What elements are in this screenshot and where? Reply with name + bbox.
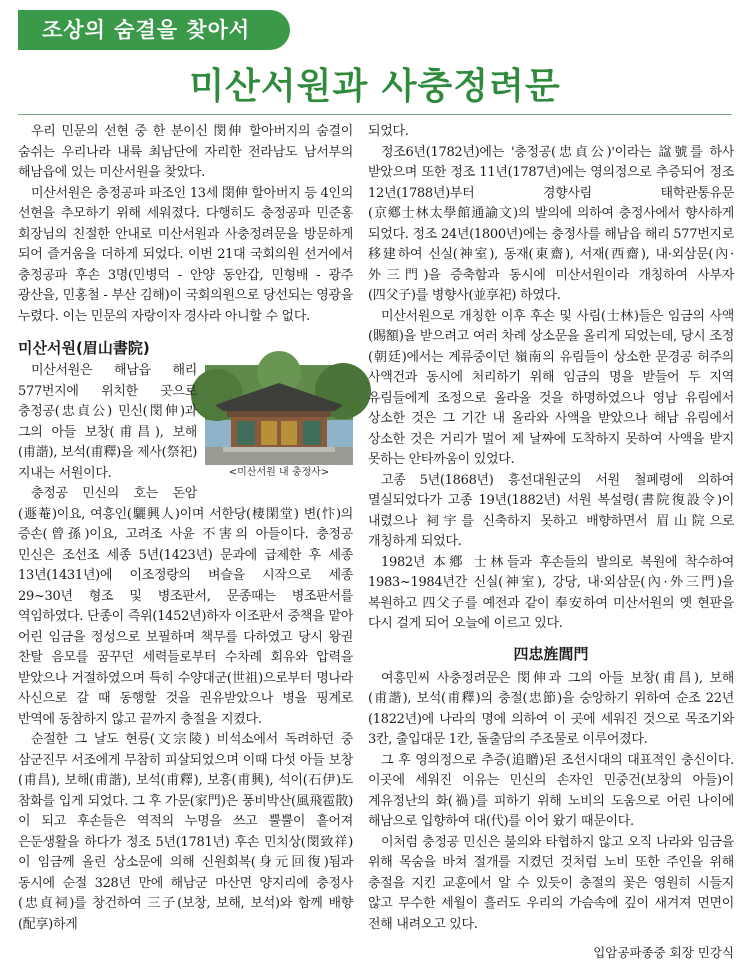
paragraph-minsin-bio: 충정공 민신의 호는 돈암(遯菴)이요, 여흥인(驪興人)이며 서한당(棲閑堂) 변(忭)의 증손(曾孫)이요, 고려조 사윤 不害의 아들이다. 충정공 민신은 조선조 세종 5년(1423년) 문과에 급제한 후 세종 13년(1431년)에 이조정랑의 벼슬을 시작으로 세종 29~30년 형조 및 병조판서, 문종때는 병조판서를 역임하였다. 단종이 즉위(1452년)하자 이조판서 중책을 맡아 어린 임금을 정성으로 보필하며 책무를 다하였고 당시 왕권 찬탈 음모를 꿈꾸던 세력들로부터 수차례 회유와 압력을 받았으나 거절하였으며 특히 수양대군(世祖)으로부터 명나라 사신으로 갈 때 동행할 것을 권유받았으나 병을 핑계로 반역에 동참하지 않고 끝까지 충절을 지켰다. bbox=[18, 486, 353, 727]
title-divider bbox=[18, 114, 732, 115]
paragraph-visit: 미산서원은 충정공파 파조인 13세 閔伸 할아버지 등 4인의 선현을 추모하기 위해 세워졌다. 다행히도 충정공파 민준홍 회장님의 친절한 안내로 미산서원과 사충정려문을 방문하게 되어 즐거움을 더하게 되었다. 이번 21대 국회의원 선거에서 충정공파 후손 3명(민병덕 - 안양 동안갑, 민형배 - 광주 광산을, 민홍철 - 부산 김해)이 국회의원으로 당선되는 영광을 누렸다. 이는 민문의 자랑이자 경사라 아니할 수 없다. bbox=[18, 185, 353, 324]
left-column bbox=[18, 122, 353, 935]
subheading-misan: 미산서원(眉山書院) bbox=[18, 339, 150, 357]
subheading-sachung: 四忠旌閭門 bbox=[513, 644, 589, 663]
paragraph-misan-location: 미산서원은 해남읍 해리 577번지에 위치한 곳으로 충정공(忠貞公) 민신(閔伸)과 그의 아들 보창(甫昌), 보해(甫諧), 보석(甫釋)을 제사(祭祀) 지내는 서원이다. bbox=[18, 363, 197, 481]
paragraph-jeongnyeomun: 여흥민씨 사충정려문은 閔伸과 그의 아들 보창(甫昌), 보해(甫諧), 보석(甫釋)의 충절(忠節)을 숭앙하기 위하여 순조 22년(1822년)에 나라의 명에 의하여 이 곳에 세워진 것으로 목조기와 3칸, 출입대문 1칸, 돌출담의 주조물로 이루어졌다. bbox=[368, 670, 734, 747]
photo-figure bbox=[205, 365, 353, 481]
photo-caption: <미산서원 내 충정사> bbox=[228, 467, 330, 478]
paragraph-martyrdom: 순절한 그 날도 현릉(文宗陵) 비석소에서 독려하던 중 삼군진무 서조에게 무참히 피살되었으며 이때 다섯 아들 보창(甫昌), 보해(甫諧), 보석(甫釋), 보흥(甫興), 석이(石伊)도 참화를 입게 되었다. 그 후 가문(家門)은 풍비박산(風飛雹散)이 되고 후손들은 역적의 누명을 쓰고 뿔뿔이 흩어져 은둔생활을 하다가 정조 5년(1781년) 후손 민치상(閔致祥)이 임금께 올린 상소문에 의해 신원회복(身元回復)됨과 동시에 순절 328년 만에 해남군 마산면 양지리에 충정사(忠貞祠)를 창건하여 三子(보창, 보해, 보석)와 함께 배향(配享)하게 bbox=[18, 732, 353, 932]
shrine-photo bbox=[205, 365, 353, 465]
paragraph-gojong: 고종 5년(1868년) 흥선대원군의 서원 철폐령에 의하여 멸실되었다가 고종 19년(1882년) 서원 복설령(書院復設令)이 내렸으나 祠宇를 신축하지 못하고 배향하면서 眉山院으로 개칭하게 되었다. bbox=[368, 472, 734, 549]
author-signature: 입암공파종중 회장 민강식 bbox=[593, 945, 734, 960]
paragraph-jeongjo: 정조6년(1782년)에는 '충정공(忠貞公)'이라는 諡號를 하사 받았으며 또한 정조 11년(1787년)에는 영의정으로 추증되어 정조 12년(1788년)부터 경향사림 태학관통유문(京鄕士林太學館通諭文)의 발의에 의하여 충정사에서 향사하게 되었다. 정조 24년(1800년)에는 충정사를 해남읍 해리 577번지로 移建하여 신실(神室), 동재(東齋), 서재(西齋), 내·외삼문(內·外三門)을 증축함과 동시에 미산서원이라 개칭하여 사부자(四父子)를 병향사(並享祀) 하였다. bbox=[368, 144, 734, 303]
section-tag: 조상의 숨결을 찾아서 bbox=[18, 10, 290, 50]
paragraph-reason: 그 후 영의정으로 추증(追贈)된 조선시대의 대표적인 충신이다. 이곳에 세워진 이유는 민신의 손자인 민중건(보창의 아들)이 계유정난의 화(禍)를 피하기 위해 노비의 도움으로 어린 나이에 해남으로 입향하여 대(代)를 이어 왔기 때문이다. bbox=[368, 752, 734, 829]
paragraph-continued: 되었다. bbox=[368, 124, 409, 139]
right-column bbox=[368, 122, 734, 961]
paragraph-restoration: 1982년 本鄕 士林들과 후손들의 발의로 복원에 착수하여 1983~1984년간 신실(神室), 강당, 내·외삼문(內·外三門)을 복원하고 四父子를 예전과 같이 奉安하여 미산서원의 옛 현판을 다시 걸게 되어 오늘에 이르고 있다. bbox=[368, 554, 734, 631]
paragraph-conclusion: 이처럼 충정공 민신은 불의와 타협하지 않고 오직 나라와 임금을 위해 목숨을 바쳐 절개를 지켰던 것처럼 노비 또한 주인을 위해 충절을 지킨 교훈에서 알 수 있듯이 충절의 꽃은 영원히 시들지 않고 무수한 세월이 흘러도 우리의 가슴속에 깊이 새겨져 면면이 전해 내려오고 있다. bbox=[368, 834, 734, 932]
article-title: 미산서원과 사충정려문 bbox=[189, 66, 561, 107]
paragraph-intro: 우리 민문의 선현 중 한 분이신 閔伸 할아버지의 숨결이 숨쉬는 우리나라 내륙 최남단에 자리한 전라남도 남서부의 해남읍에 있는 미산서원을 찾았다. bbox=[18, 124, 353, 180]
paragraph-saaek: 미산서원으로 개칭한 이후 후손 및 사림(士林)들은 임금의 사액(賜額)을 받으려고 여러 차례 상소문을 올리게 되었는데, 당시 조정(朝廷)에서는 계류중이던 嶺南의 유림들이 상소한 문경공 허주의 사액건과 동시에 처리하기 위해 임금의 명을 받들어 두 지역 유림들에게 조정으로 올라올 것을 하명하였으나 영남 유림에서 상소한 것은 그 기간 내 올라와 사액을 받았으나 해남 유림에서 상소한 것은 거리가 멀어 제 날짜에 도착하지 못하여 사액을 받지 못하는 안타까움이 있었다. bbox=[368, 308, 734, 467]
